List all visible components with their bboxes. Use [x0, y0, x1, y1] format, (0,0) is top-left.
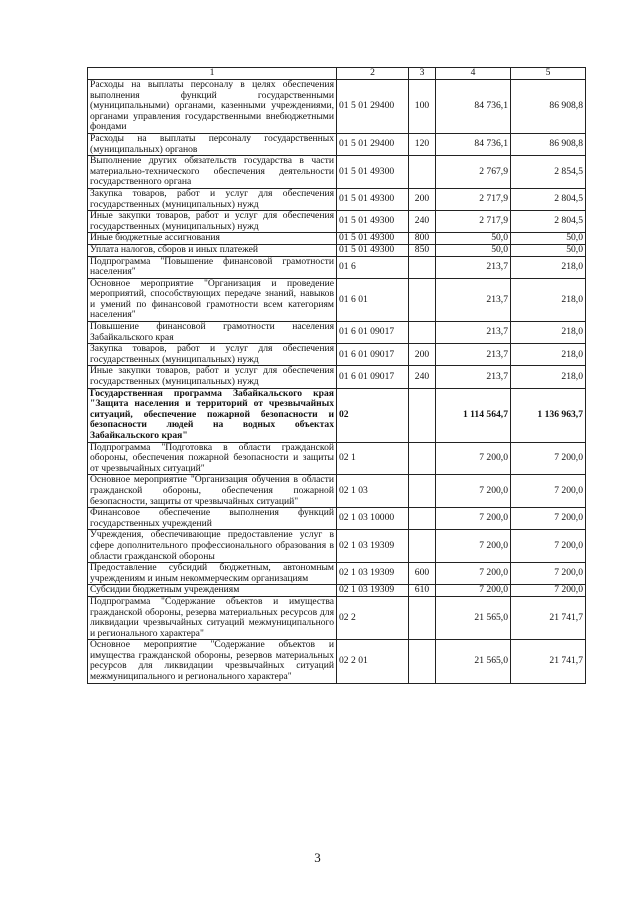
row-name-cell: Финансовое обеспечение выполнения функций государственных учреждений — [88, 508, 337, 530]
table-row — [88, 596, 586, 639]
row-code-cell: 02 2 01 — [337, 640, 409, 683]
row-code-cell: 01 5 01 29400 — [337, 80, 409, 134]
header-cell: 4 — [436, 68, 511, 80]
row-code-cell: 02 1 03 19309 — [337, 563, 409, 585]
row-value-year2-cell: 2 804,5 — [511, 211, 586, 233]
row-vr-cell: 800 — [409, 233, 436, 245]
row-vr-cell — [409, 530, 436, 563]
row-value-year2-cell: 7 200,0 — [511, 475, 586, 508]
page-number: 3 — [314, 850, 321, 865]
row-value-year1-cell: 7 200,0 — [436, 475, 511, 508]
row-name-cell: Расходы на выплаты персоналу в целях обеспечения выполнения функций государственными (муниципальными) органами, казенными учреждениями, органами управления государственными внебюджетными фондами — [88, 80, 337, 134]
table-row — [88, 508, 586, 530]
table-row — [88, 640, 586, 683]
row-name-cell: Учреждения, обеспечивающие предоставление услуг в сфере дополнительного профессионального образования в области гражданской обороны — [88, 530, 337, 563]
row-name-cell: Субсидии бюджетным учреждениям — [88, 585, 337, 597]
row-vr-cell — [409, 475, 436, 508]
table-row — [88, 188, 586, 210]
row-name-cell: Подпрограмма "Подготовка в области гражданской обороны, обеспечения пожарной безопасности и защиты от чрезвычайных ситуаций" — [88, 442, 337, 475]
table-row — [88, 388, 586, 442]
row-code-cell: 01 5 01 49300 — [337, 233, 409, 245]
row-value-year2-cell: 7 200,0 — [511, 508, 586, 530]
row-value-year2-cell: 2 804,5 — [511, 188, 586, 210]
row-value-year2-cell: 50,0 — [511, 244, 586, 256]
row-name-cell: Предоставление субсидий бюджетным, автономным учреждениям и иным некоммерческим организациям — [88, 563, 337, 585]
row-name-cell: Расходы на выплаты персоналу государственных (муниципальных) органов — [88, 133, 337, 155]
row-value-year1-cell: 7 200,0 — [436, 442, 511, 475]
row-vr-cell — [409, 442, 436, 475]
row-name-cell: Иные закупки товаров, работ и услуг для обеспечения государственных (муниципальных) нужд — [88, 211, 337, 233]
row-value-year1-cell: 7 200,0 — [436, 585, 511, 597]
row-value-year2-cell: 7 200,0 — [511, 530, 586, 563]
table-row — [88, 133, 586, 155]
row-value-year2-cell: 50,0 — [511, 233, 586, 245]
row-vr-cell — [409, 156, 436, 189]
row-name-cell: Выполнение других обязательств государства в части материально-технического обеспечения деятельности государственного органа — [88, 156, 337, 189]
table-row — [88, 366, 586, 388]
row-value-year2-cell: 7 200,0 — [511, 585, 586, 597]
table-header-row — [88, 68, 586, 80]
row-vr-cell: 120 — [409, 133, 436, 155]
row-code-cell: 01 5 01 49300 — [337, 244, 409, 256]
row-value-year2-cell: 218,0 — [511, 256, 586, 278]
row-value-year1-cell: 213,7 — [436, 344, 511, 366]
row-name-cell: Государственная программа Забайкальского края "Защита населения и территорий от чрезвычайных ситуаций, обеспечение пожарной безопасности и безопасности людей на водных объектах Забайкальского края" — [88, 388, 337, 442]
row-name-cell: Основное мероприятие "Организация обучения в области гражданской обороны, обеспечения пожарной безопасности, защиты от чрезвычайных ситуаций" — [88, 475, 337, 508]
row-value-year1-cell: 213,7 — [436, 322, 511, 344]
row-value-year2-cell: 21 741,7 — [511, 596, 586, 639]
row-name-cell: Подпрограмма "Повышение финансовой грамотности населения" — [88, 256, 337, 278]
row-vr-cell — [409, 322, 436, 344]
row-code-cell: 01 6 — [337, 256, 409, 278]
row-value-year2-cell: 7 200,0 — [511, 442, 586, 475]
row-vr-cell — [409, 508, 436, 530]
row-code-cell: 01 5 01 49300 — [337, 156, 409, 189]
row-vr-cell — [409, 596, 436, 639]
header-cell: 3 — [409, 68, 436, 80]
row-name-cell: Основное мероприятие "Содержание объектов и имущества гражданской обороны, резервов материальных ресурсов для ликвидации чрезвычайных ситуаций межмуниципального и регионального характера" — [88, 640, 337, 683]
row-vr-cell: 200 — [409, 188, 436, 210]
row-code-cell: 02 — [337, 388, 409, 442]
row-code-cell: 02 1 03 10000 — [337, 508, 409, 530]
row-vr-cell: 600 — [409, 563, 436, 585]
row-code-cell: 01 5 01 49300 — [337, 188, 409, 210]
row-value-year1-cell: 2 767,9 — [436, 156, 511, 189]
row-value-year2-cell: 218,0 — [511, 366, 586, 388]
table-row — [88, 322, 586, 344]
table-row — [88, 475, 586, 508]
row-vr-cell — [409, 278, 436, 321]
row-vr-cell — [409, 388, 436, 442]
table-row — [88, 80, 586, 134]
row-code-cell: 02 1 03 19309 — [337, 585, 409, 597]
row-vr-cell — [409, 640, 436, 683]
row-value-year1-cell: 84 736,1 — [436, 133, 511, 155]
row-value-year1-cell: 21 565,0 — [436, 640, 511, 683]
table-row — [88, 278, 586, 321]
row-vr-cell: 610 — [409, 585, 436, 597]
row-code-cell: 02 1 03 19309 — [337, 530, 409, 563]
row-name-cell: Подпрограмма "Содержание объектов и имущества гражданской обороны, резерва материальных ресурсов для ликвидации чрезвычайных ситуаций межмуниципального и регионального характера" — [88, 596, 337, 639]
table-row — [88, 211, 586, 233]
row-code-cell: 01 6 01 — [337, 278, 409, 321]
row-value-year1-cell: 2 717,9 — [436, 211, 511, 233]
row-value-year2-cell: 218,0 — [511, 322, 586, 344]
row-value-year1-cell: 2 717,9 — [436, 188, 511, 210]
row-value-year2-cell: 86 908,8 — [511, 80, 586, 134]
row-value-year1-cell: 50,0 — [436, 233, 511, 245]
row-code-cell: 02 2 — [337, 596, 409, 639]
row-value-year2-cell: 218,0 — [511, 278, 586, 321]
row-value-year1-cell: 7 200,0 — [436, 563, 511, 585]
row-vr-cell: 240 — [409, 366, 436, 388]
row-value-year2-cell: 2 854,5 — [511, 156, 586, 189]
row-code-cell: 01 6 01 09017 — [337, 366, 409, 388]
row-name-cell: Закупка товаров, работ и услуг для обеспечения государственных (муниципальных) нужд — [88, 344, 337, 366]
row-value-year2-cell: 21 741,7 — [511, 640, 586, 683]
table-row — [88, 563, 586, 585]
row-value-year1-cell: 21 565,0 — [436, 596, 511, 639]
row-vr-cell: 240 — [409, 211, 436, 233]
budget-table — [87, 67, 586, 684]
row-value-year1-cell: 213,7 — [436, 256, 511, 278]
table-body — [88, 68, 586, 684]
row-code-cell: 01 5 01 49300 — [337, 211, 409, 233]
row-code-cell: 01 5 01 29400 — [337, 133, 409, 155]
row-value-year2-cell: 218,0 — [511, 344, 586, 366]
row-code-cell: 01 6 01 09017 — [337, 322, 409, 344]
row-name-cell: Основное мероприятие "Организация и проведение мероприятий, способствующих передаче знаний, навыков и умений по финансовой грамотности всем категориям населения" — [88, 278, 337, 321]
row-value-year2-cell: 7 200,0 — [511, 563, 586, 585]
row-value-year1-cell: 7 200,0 — [436, 508, 511, 530]
header-cell: 2 — [337, 68, 409, 80]
row-vr-cell — [409, 256, 436, 278]
row-value-year1-cell: 84 736,1 — [436, 80, 511, 134]
row-value-year1-cell: 213,7 — [436, 366, 511, 388]
table-row — [88, 233, 586, 245]
table-row — [88, 530, 586, 563]
row-name-cell: Иные бюджетные ассигнования — [88, 233, 337, 245]
table-row — [88, 344, 586, 366]
row-code-cell: 02 1 — [337, 442, 409, 475]
row-value-year1-cell: 7 200,0 — [436, 530, 511, 563]
header-cell: 1 — [88, 68, 337, 80]
row-code-cell: 01 6 01 09017 — [337, 344, 409, 366]
table-row — [88, 156, 586, 189]
row-name-cell: Уплата налогов, сборов и иных платежей — [88, 244, 337, 256]
row-code-cell: 02 1 03 — [337, 475, 409, 508]
row-vr-cell: 850 — [409, 244, 436, 256]
row-value-year2-cell: 1 136 963,7 — [511, 388, 586, 442]
row-name-cell: Закупка товаров, работ и услуг для обеспечения государственных (муниципальных) нужд — [88, 188, 337, 210]
row-value-year2-cell: 86 908,8 — [511, 133, 586, 155]
row-name-cell: Повышение финансовой грамотности населения Забайкальского края — [88, 322, 337, 344]
row-value-year1-cell: 1 114 564,7 — [436, 388, 511, 442]
table-row — [88, 442, 586, 475]
table-row — [88, 585, 586, 597]
table-row — [88, 244, 586, 256]
row-value-year1-cell: 50,0 — [436, 244, 511, 256]
table-row — [88, 256, 586, 278]
row-vr-cell: 200 — [409, 344, 436, 366]
header-cell: 5 — [511, 68, 586, 80]
row-name-cell: Иные закупки товаров, работ и услуг для обеспечения государственных (муниципальных) нужд — [88, 366, 337, 388]
row-vr-cell: 100 — [409, 80, 436, 134]
row-value-year1-cell: 213,7 — [436, 278, 511, 321]
